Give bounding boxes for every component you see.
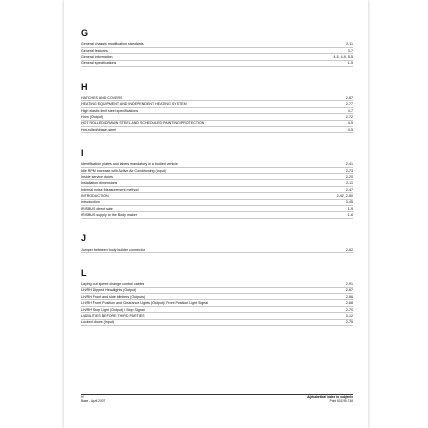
- entry-label: Laying out speed change control cables: [81, 282, 145, 287]
- entry-page: 2-70: [345, 307, 353, 312]
- index-entry: [81, 128, 353, 134]
- entry-page: 2-11: [346, 42, 353, 47]
- entry-page: 2-67: [345, 288, 353, 293]
- entry-label: General features: [81, 48, 108, 53]
- section-letter: G: [81, 28, 89, 38]
- index-entry: [81, 295, 353, 301]
- entry-page: 2-41: [345, 162, 353, 167]
- entry-page: 2-20: [345, 174, 353, 179]
- entry-label: HOT ROLLED/DRAWN STEEL AND SCHEDULED PAINTING/PROTECTION: [81, 121, 205, 126]
- entry-page: 4-5, 4-9, 5-5: [333, 54, 353, 59]
- entry-page: 4-7: [347, 108, 353, 113]
- index-section-l: [81, 268, 353, 326]
- entry-label: HATCHES AND COVERS: [81, 95, 123, 100]
- section-letter: I: [81, 147, 84, 158]
- document-page: [64, 0, 368, 428]
- entry-page: 2-72: [345, 114, 353, 119]
- index-entry: [81, 108, 353, 114]
- index-entry: [81, 314, 353, 320]
- entry-label: LIABILITIES BEFORE THIRD PARTIES: [81, 313, 145, 318]
- index-section-h: [81, 82, 353, 134]
- entry-label: Horn (Output): [81, 114, 103, 119]
- index-entry: [81, 307, 353, 313]
- index-entry: [81, 181, 353, 187]
- index-entry: [81, 213, 353, 219]
- entry-page: 2-11: [346, 181, 353, 186]
- entry-label: LH/RH Stop Light (Output) / Stop Signal: [81, 307, 145, 312]
- entry-page: 1-6: [347, 213, 353, 218]
- entry-page: 2-77: [345, 102, 353, 107]
- index-entry: [81, 247, 353, 253]
- footer-page-number: IV: [81, 395, 85, 399]
- index-section-j: [81, 233, 353, 253]
- index-entry: [81, 61, 353, 67]
- entry-label: Introduction: [81, 200, 100, 205]
- entry-page: 2-91: [345, 282, 353, 287]
- entry-label: IRISBUS supply to the Body maker: [81, 213, 137, 218]
- entry-label: Internal noise Measurement method: [81, 187, 139, 192]
- index-section-g: [81, 28, 353, 67]
- index-entry: [81, 96, 353, 102]
- footer-print-ref: Print 603.95.748: [329, 399, 353, 403]
- entry-page: 2-68: [345, 301, 353, 306]
- page-footer: [81, 394, 353, 403]
- entry-page: 2-47: [345, 187, 353, 192]
- entry-page: 4-5: [347, 127, 353, 132]
- entry-page: 2-73: [345, 168, 353, 173]
- index-entry: [81, 42, 353, 48]
- index-entry: [81, 187, 353, 193]
- index-entry: [81, 168, 353, 174]
- index-entry: [81, 55, 353, 61]
- entry-label: HEATING EQUIPMENT AND INDEPENDENT HEATING SYSTEM: [81, 102, 187, 107]
- entry-page: 2-87: [345, 95, 353, 100]
- index-entry: [81, 200, 353, 206]
- index-entry: [81, 194, 353, 200]
- entry-label: High elastic limit steel specifications: [81, 108, 139, 113]
- index-section-i: [81, 148, 353, 219]
- index-entry: [81, 121, 353, 127]
- entry-label: Identification plates and labels mandatory in a bodied vehicle: [81, 162, 178, 167]
- entry-label: Inside service doors: [81, 174, 113, 179]
- entry-page: 1-9: [347, 206, 353, 211]
- footer-edition: Base - April 2007: [81, 399, 106, 403]
- index-entry: [81, 320, 353, 326]
- entry-label: IRISBUS direct sale: [81, 206, 113, 211]
- entry-label: INTRODUCTION: [81, 194, 109, 199]
- section-letter: J: [81, 233, 87, 244]
- section-letter: L: [81, 267, 87, 278]
- entry-label: Installation dimensions: [81, 181, 118, 186]
- index-entry: [81, 115, 353, 121]
- entry-label: General information: [81, 54, 113, 59]
- entry-page: 2-75: [345, 320, 353, 325]
- entry-page: 2-42, 2-80: [336, 194, 353, 199]
- entry-label: Idle RPM increase with Active Air Conditioning (Input): [81, 168, 166, 173]
- entry-label: LH/RH Front Position and Clearance Lights (Output)/ Front Position Light Signal: [81, 301, 209, 306]
- entry-label: LH/RH Dipped Headlights (Output): [81, 288, 137, 293]
- entry-page: 4-5: [347, 121, 353, 126]
- index-content: [81, 28, 353, 327]
- entry-page: 2-66: [345, 294, 353, 299]
- entry-label: LH/RH Front and side blinkers (Outputs): [81, 294, 146, 299]
- entry-page: 3-12: [345, 313, 353, 318]
- entry-label: Jumper between body builder connector: [81, 247, 145, 252]
- index-entry: [81, 282, 353, 288]
- index-entry: [81, 175, 353, 181]
- section-letter: H: [81, 81, 88, 92]
- index-entry: [81, 207, 353, 213]
- index-entry: [81, 301, 353, 307]
- index-entry: [81, 288, 353, 294]
- footer-title: Alphabetical index to subjects: [307, 395, 353, 399]
- entry-label: General specifications: [81, 61, 117, 66]
- index-entry: [81, 48, 353, 54]
- entry-label: General chassis modification standards: [81, 42, 144, 47]
- index-entry: [81, 162, 353, 168]
- entry-label: Locked doors (Input): [81, 320, 114, 325]
- entry-page: 3-45: [345, 200, 353, 205]
- entry-page: 1-5: [347, 61, 353, 66]
- entry-page: 3-7: [347, 48, 353, 53]
- entry-label: Hot-rolled/drawn steel: [81, 127, 116, 132]
- index-entry: [81, 102, 353, 108]
- entry-page: 2-62: [345, 247, 353, 252]
